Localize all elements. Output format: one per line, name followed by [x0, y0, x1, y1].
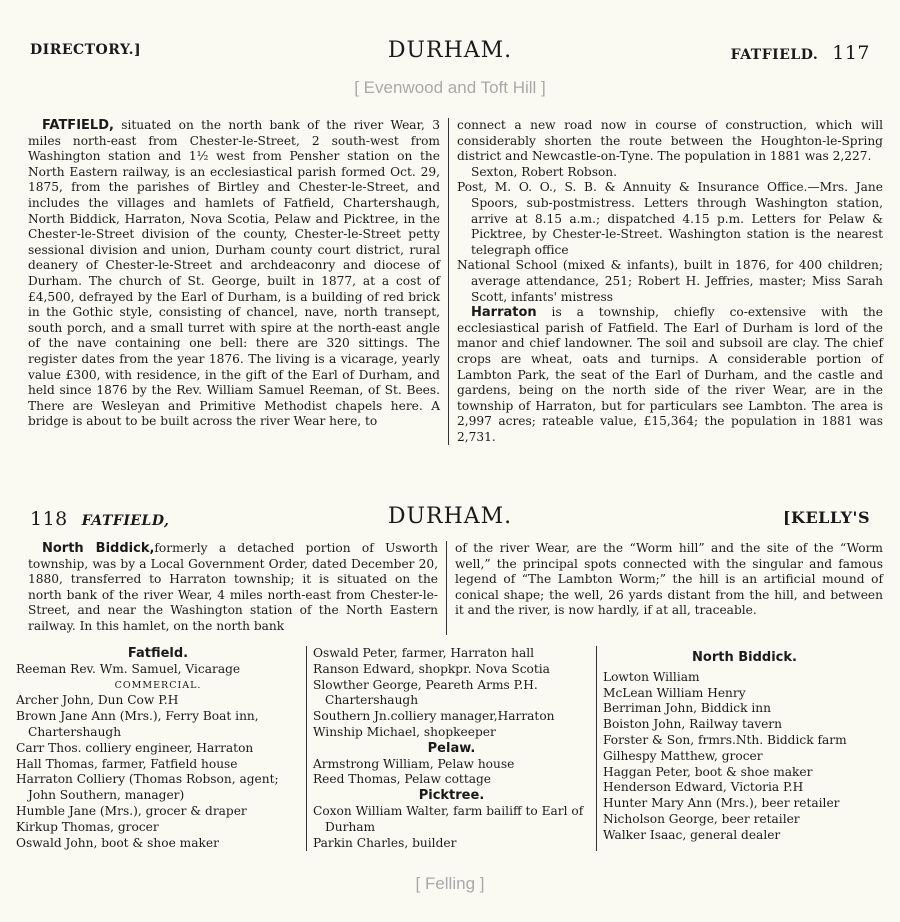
list-item: Carr Thos. colliery engineer, Harraton [16, 740, 254, 755]
list-item: Hall Thomas, farmer, Fatfield house [16, 756, 238, 771]
fatfield-column [28, 118, 448, 445]
school-entry: National School (mixed & infants), built in 1876, for 400 children; average attendance, 251; Robert H. Jeffries, master; Miss Sarah Scott, infants' mistress [457, 258, 883, 304]
list-item: Berriman John, Biddick inn [603, 701, 771, 716]
worm-hill-column [446, 541, 883, 635]
upper-text-columns [28, 118, 883, 445]
north-biddick-lead: North Biddick, [42, 541, 155, 556]
page-number-2: 118 [30, 508, 68, 530]
header-right-label: FATFIELD. [730, 47, 819, 63]
list-item: Ranson Edward, shopkpr. Nova Scotia [313, 661, 550, 676]
list-item: Harraton Colliery (Thomas Robson, agent; John Southern, manager) [16, 772, 279, 803]
picktree-entries [313, 804, 590, 851]
fatfield-entries [16, 693, 300, 851]
north-biddick-column [28, 541, 446, 635]
header-right [731, 42, 870, 64]
list-item: Forster & Son, frmrs.Nth. Biddick farm [603, 732, 847, 747]
harraton-text: is a township, chiefly co-extensive with the ecclesiastical parish of Fatfield. The Earl of Durham is lord of the manor and chief landowner. The soil and subsoil are clay. The chief crops are wheat, oats and turnips. A considerable portion of Lambton Park, the seat of the Earl of Durham, and the castle and gardens, being on the north side of the river Wear, are in the township of Harraton, but for particulars see Lambton. The area is 2,997 acres; rateable value, £15,364; the population in 1881 was 2,731. [457, 305, 883, 444]
directory-col-pelaw [306, 646, 596, 851]
post-office-entry: Post, M. O. O., S. B. & Annuity & Insurance Office.—Mrs. Jane Spoors, sub-postmistress. Letters through Washington station, arrive at 8.15 a.m.; dispatched 4.15 p.m. Letters for Pelaw & Picktree, by Chester-le-Street. Washington station is the nearest telegraph office [457, 180, 883, 257]
directory-listing [16, 646, 886, 851]
list-item: Brown Jane Ann (Mrs.), Ferry Boat inn, Chartershaugh [16, 709, 259, 739]
picktree-heading: Picktree. [418, 788, 485, 804]
list-item: Gilhespy Matthew, grocer [603, 748, 763, 763]
north-biddick-text: formerly a detached portion of Usworth township, was by a Local Government Order, dated December 20, 1880, transferred to Harraton township; it is situated on the north bank of the river Wear, 4 miles north-east from Chester-le-Street, and near the Washington station of the North Eastern railway. In this hamlet, on the north bank [28, 541, 438, 633]
list-item: Archer John, Dun Cow P.H [16, 693, 179, 708]
page-number: 117 [832, 42, 870, 64]
list-item: Nicholson George, beer retailer [603, 811, 800, 826]
pelaw-entries [313, 757, 590, 789]
worm-hill-text: of the river Wear, are the “Worm hill” and the site of the “Worm well,” the principal spots connected with the singular and famous legend of “The Lambton Worm;” the hill is an artificial mound of conical shape; the well, 26 yards distant from the hill, and between it and the river, is now hardly, if at all, traceable. [455, 541, 883, 618]
middle-text-columns [28, 541, 883, 635]
harraton-paragraph [457, 305, 883, 445]
directory-col-north-biddick [596, 646, 886, 851]
fatfield-heading: Fatfield. [127, 646, 189, 661]
list-item: Humble Jane (Mrs.), grocer & draper [16, 803, 247, 818]
list-item: Reed Thomas, Pelaw cottage [313, 772, 491, 787]
next-page-link[interactable]: [ Felling ] [415, 874, 485, 893]
harraton-column [448, 118, 883, 445]
fatfield-paragraph [28, 118, 440, 430]
list-item: Parkin Charles, builder [313, 835, 457, 850]
north-biddick-paragraph [28, 541, 438, 635]
bridge-continuation: connect a new road now in course of construction, which will considerably shorten the route between the Houghton-le-Spring district and Newcastle-on-Tyne. The population in 1881 was 2,227. [457, 118, 883, 164]
list-item: Lowton William [603, 669, 700, 684]
header-right-2: [KELLY'S [782, 508, 870, 527]
page-header-118 [30, 504, 870, 538]
north-biddick-heading: North Biddick. [692, 650, 797, 665]
pelaw-heading: Pelaw. [427, 740, 476, 756]
list-item: Reeman Rev. Wm. Samuel, Vicarage [16, 661, 241, 676]
list-item: Haggan Peter, boot & shoe maker [603, 764, 813, 779]
harraton-lead: Harraton [471, 305, 537, 321]
list-item: Walker Isaac, general dealer [603, 827, 781, 842]
list-item: Oswald Peter, farmer, Harraton hall [313, 646, 535, 660]
fatfield-lead: FATFIELD, [42, 118, 114, 133]
list-item: Hunter Mary Ann (Mrs.), beer retailer [603, 796, 840, 811]
fatfield-entries-cont [313, 646, 590, 741]
list-item: Kirkup Thomas, grocer [16, 819, 159, 834]
header-left-label-2: FATFIELD, [81, 513, 170, 529]
commercial-subheading: COMMERCIAL. [114, 679, 202, 691]
list-item: Southern Jn.colliery manager,Harraton [313, 709, 555, 724]
list-item: Oswald John, boot & shoe maker [16, 835, 219, 850]
header-title-2: DURHAM. [387, 504, 513, 529]
list-item: Winship Michael, shopkeeper [313, 724, 496, 739]
page-header-117 [30, 38, 870, 72]
fatfield-text: situated on the north bank of the river Wear, 3 miles north-east from Chester-le-Street, 2 south-west from Washington station and 1½ west from Pensher station on the North Eastern railway, is an ecclesiastical parish formed Oct. 29, 1875, from the parishes of Birtley and Chester-le-Street, and includes the villages and hamlets of Fatfield, Chartershaugh, North Biddick, Harraton, Nova Scotia, Pelaw and Picktree, in the Chester-le-Street division of the county, Chester-le-Street petty sessional division and union, Durham county court district, rural deanery of Chester-le-Street and archdeaconry and diocese of Durham. The church of St. George, built in 1877, at a cost of £4,500, defrayed by the Earl of Durham, is a building of red brick in the Gothic style, consisting of chancel, nave, north transept, south porch, and a small turret with spire at the north-east angle of the nave containing one bell: there are 320 sittings. The register dates from the year 1876. The living is a vicarage, yearly value £300, with residence, in the gift of the Earl of Durham, and held since 1876 by the Rev. William Samuel Reeman, of St. Bees. There are Wesleyan and Primitive Methodist chapels here. A bridge is about to be built across the river Wear here, to [28, 118, 440, 429]
list-item: Boiston John, Railway tavern [603, 717, 782, 732]
header-title: DURHAM. [387, 38, 513, 63]
list-item: Henderson Edward, Victoria P.H [603, 780, 804, 795]
list-item: McLean William Henry [603, 685, 746, 700]
prev-page-link[interactable]: [ Evenwood and Toft Hill ] [354, 78, 546, 97]
directory-col-fatfield [16, 646, 306, 851]
sexton-line: Sexton, Robert Robson. [471, 164, 618, 179]
header-left: DIRECTORY.] [30, 42, 142, 58]
list-item: Slowther George, Peareth Arms P.H. Chartershaugh [313, 677, 538, 708]
north-biddick-entries [603, 670, 886, 844]
list-item: Armstrong William, Pelaw house [313, 756, 515, 771]
list-item: Coxon William Walter, farm bailiff to Earl of Durham [313, 803, 584, 834]
